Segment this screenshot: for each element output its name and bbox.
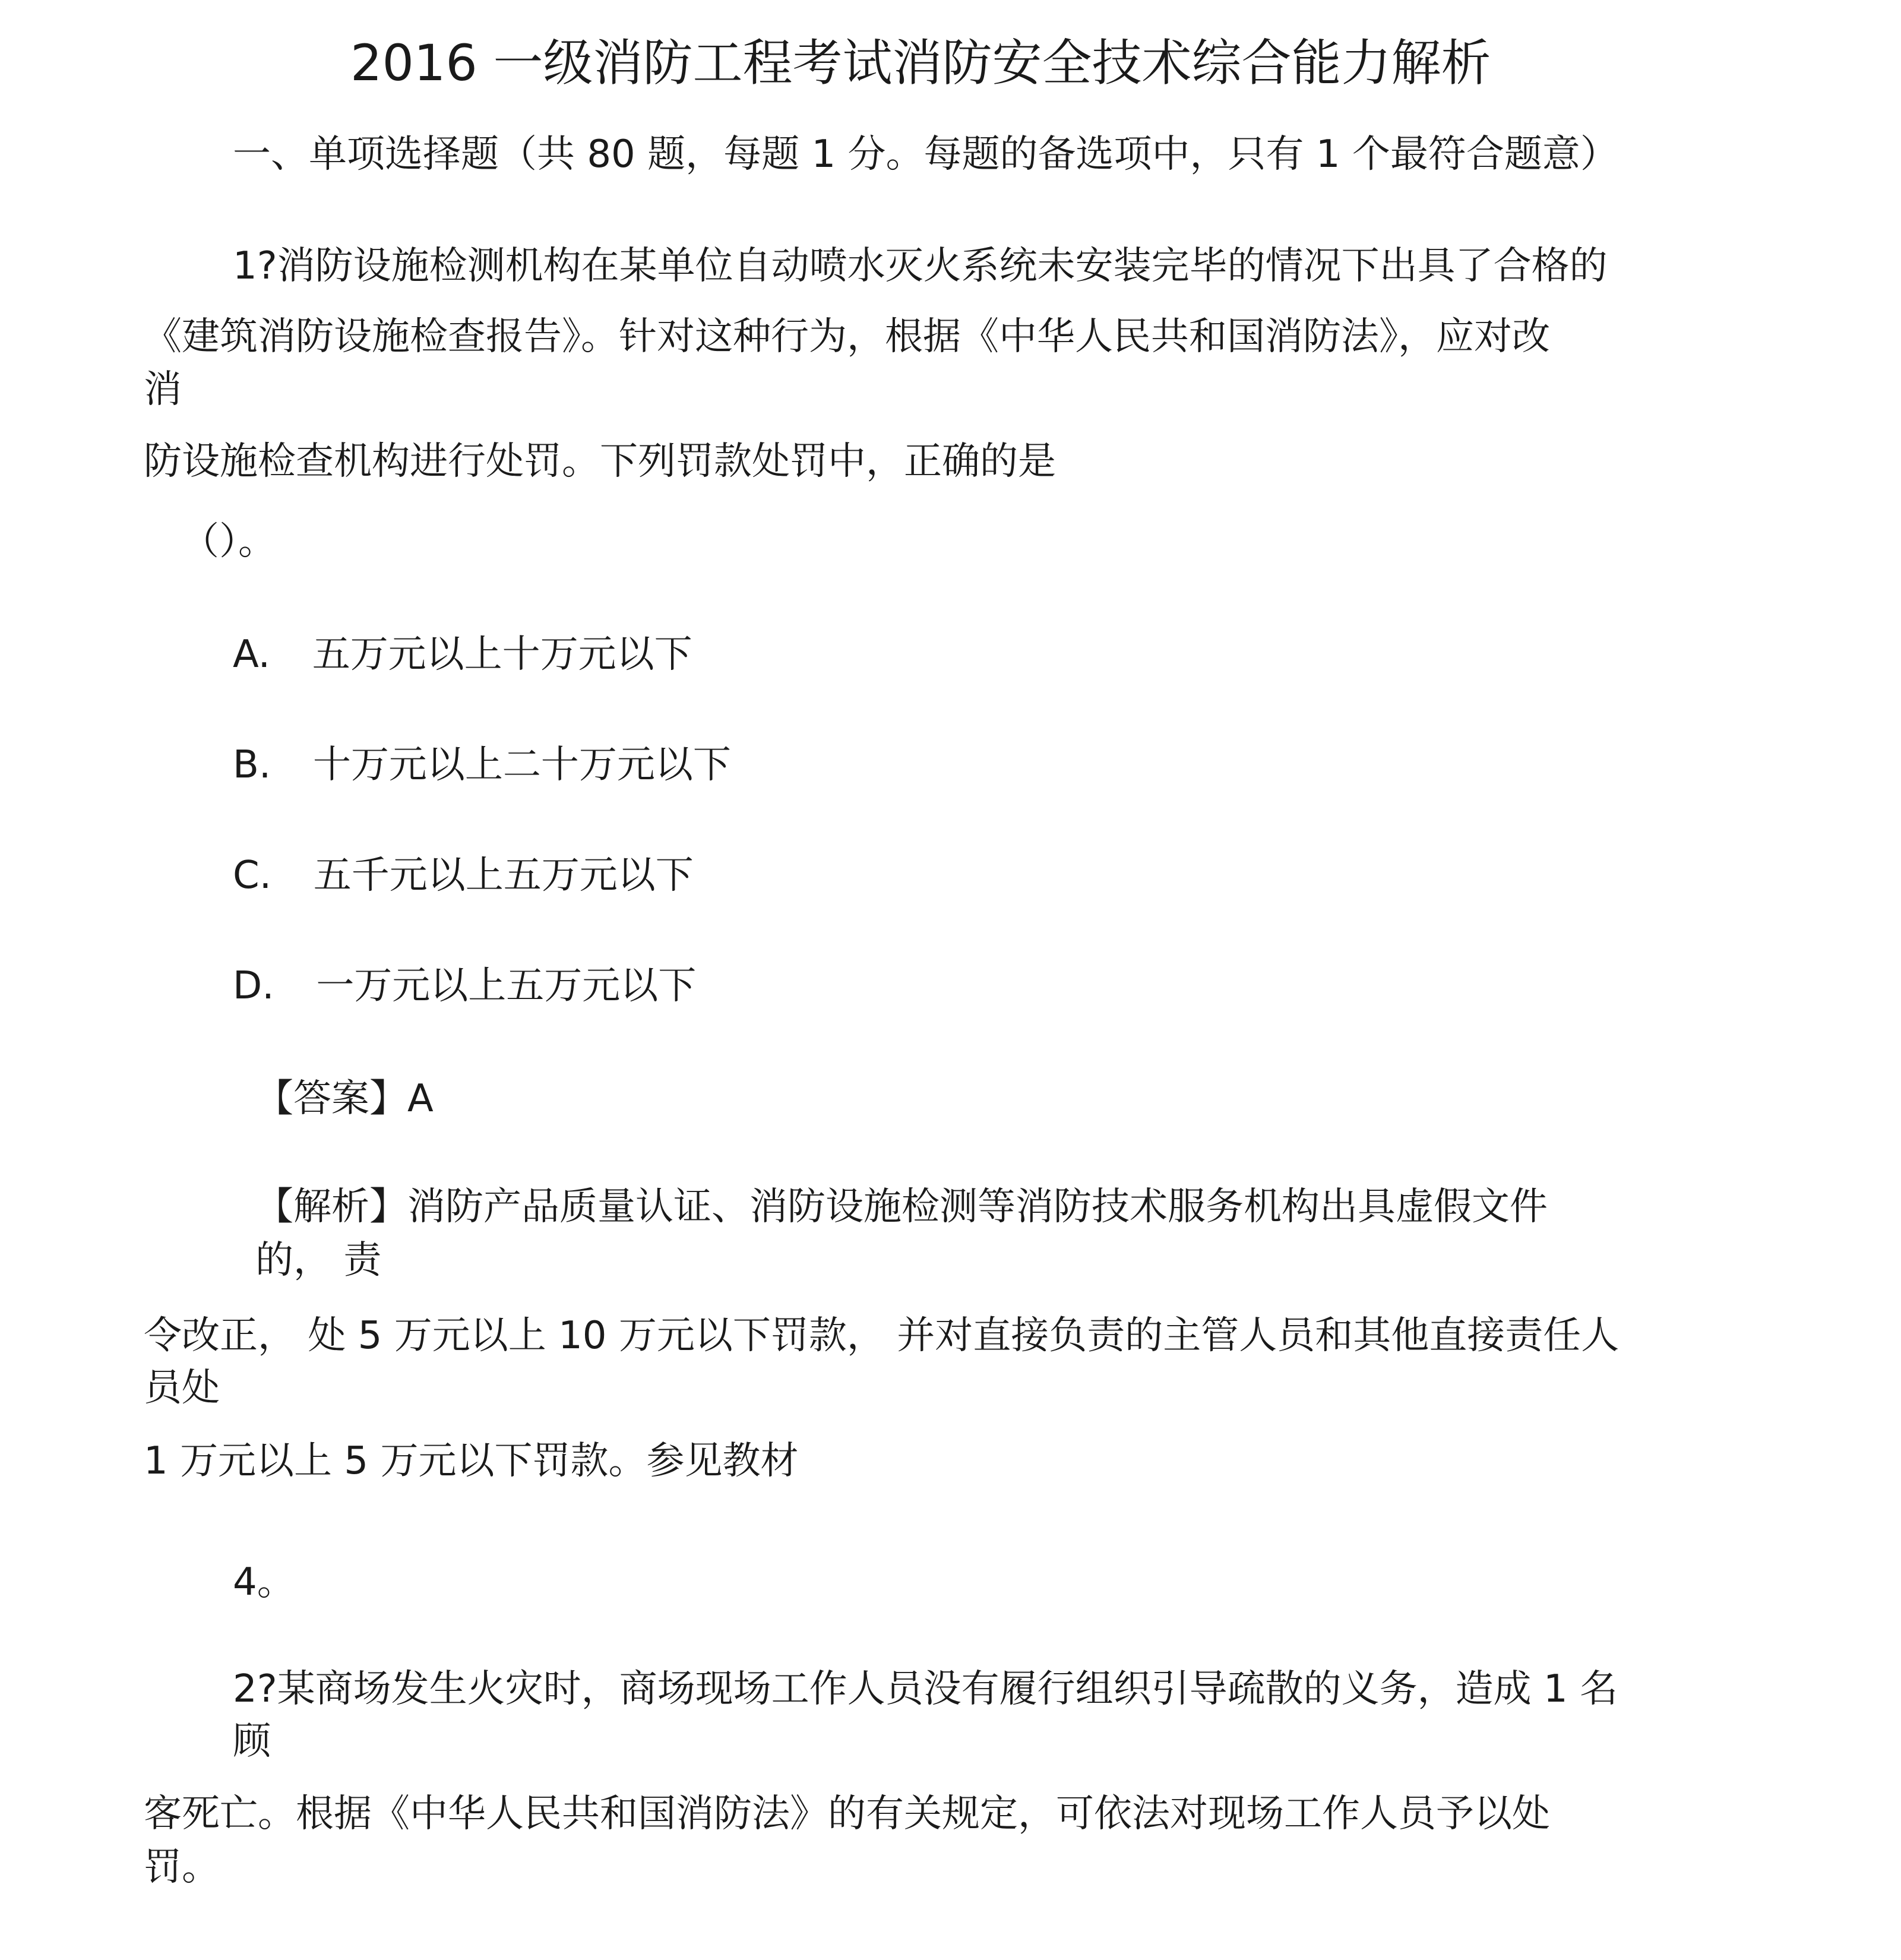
q1-stem-line-1: 1?消防设施检测机构在某单位自动喷水灭火系统未安装完毕的情况下出具了合格的 <box>233 244 1608 288</box>
q1-analysis-line-2: 的， 责 <box>255 1238 382 1282</box>
q1-stem-line-5: （）。 <box>181 520 276 564</box>
q1-analysis-line-4: 员处 <box>144 1366 220 1410</box>
q2-stem-line-1: 2?某商场发生火灾时，商场现场工作人员没有履行组织引导疏散的义务，造成 1 名 <box>233 1667 1618 1711</box>
q1-option-c <box>233 853 694 897</box>
document-title: 2016 一级消防工程考试消防安全技术综合能力解析 <box>350 34 1491 92</box>
q1-stem-line-2: 《建筑消防设施检查报告》。针对这种行为，根据《中华人民共和国消防法》，应对改 <box>144 315 1550 359</box>
q2-stem-line-2: 顾 <box>233 1719 271 1763</box>
q1-option-b <box>233 743 731 787</box>
q1-analysis-line-5: 1 万元以上 5 万元以下罚款。参见教材 <box>144 1439 799 1483</box>
q1-analysis-line-3: 令改正， 处 5 万元以上 10 万元以下罚款， 并对直接负责的主管人员和其他直接责任人 <box>144 1314 1620 1358</box>
option-text: 十万元以上二十万元以下 <box>312 743 731 787</box>
q1-stem-line-4: 防设施检查机构进行处罚。下列罚款处罚中，正确的是 <box>144 440 1056 483</box>
q1-stem-line-3: 消 <box>144 368 182 412</box>
q2-stem-line-3: 客死亡。根据《中华人民共和国消防法》的有关规定，可依法对现场工作人员予以处 <box>144 1792 1550 1836</box>
option-label: A. <box>233 633 270 676</box>
option-text: 一万元以上五万元以下 <box>316 964 697 1008</box>
option-label: B. <box>233 743 271 787</box>
option-label: D. <box>233 964 274 1008</box>
q1-answer: 【答案】A <box>255 1077 434 1121</box>
q1-analysis-line-1: 【解析】消防产品质量认证、消防设施检测等消防技术服务机构出具虚假文件 <box>255 1185 1548 1229</box>
option-text: 五千元以上五万元以下 <box>313 853 694 897</box>
section-header: 一、单项选择题（共 80 题，每题 1 分。每题的备选项中，只有 1 个最符合题意） <box>233 132 1618 176</box>
option-label: C. <box>233 853 272 897</box>
q1-option-d <box>233 964 697 1008</box>
q1-option-a <box>233 633 692 676</box>
q1-analysis-line-6: 4。 <box>233 1560 295 1604</box>
q2-stem-line-4: 罚。 <box>144 1845 220 1889</box>
option-text: 五万元以上十万元以下 <box>312 633 692 676</box>
